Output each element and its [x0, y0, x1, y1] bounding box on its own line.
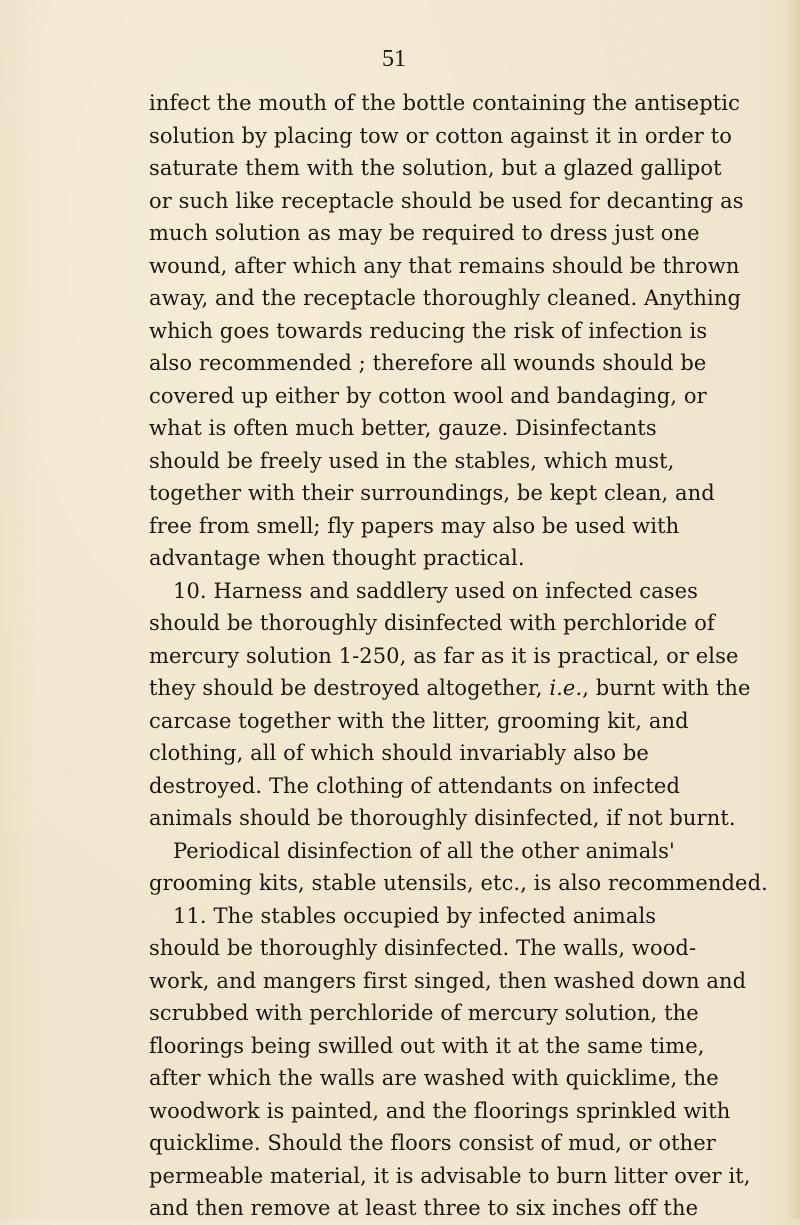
text-line: carcase together with the litter, grooming kit, and [149, 708, 689, 733]
text-line: saturate them with the solution, but a glazed gallipot [149, 156, 722, 180]
text-line: free from smell; fly papers may also be used with [149, 513, 680, 538]
text-line: also recommended ; therefore all wounds should be [149, 351, 707, 375]
text-line: floorings being swilled out with it at the same time, [149, 1033, 705, 1058]
text-line: away, and the receptacle thoroughly cleaned. Anything [149, 286, 742, 310]
text-line: which goes towards reducing the risk of infection is [149, 318, 708, 343]
text-line: should be thoroughly disinfected. The walls, wood- [149, 936, 697, 960]
text-line: should be thoroughly disinfected with perchloride of [149, 611, 715, 635]
text-line: clothing, all of which should invariably also be [149, 741, 649, 765]
text-line: they should be destroyed altogether, i.e., burnt with the [149, 676, 751, 700]
text-line: solution by placing tow or cotton against it in order to [149, 123, 732, 148]
text-line: together with their surroundings, be kept clean, and [149, 481, 715, 505]
text-line: or such like receptacle should be used for decanting as [149, 188, 744, 213]
text-line: woodwork is painted, and the floorings sprinkled with [149, 1098, 731, 1123]
text-line: mercury solution 1-250, as far as it is practical, or else [149, 643, 739, 668]
text-line: after which the walls are washed with quicklime, the [149, 1066, 719, 1090]
text-line: Periodical disinfection of all the other animals' [173, 838, 675, 863]
text-line: permeable material, it is advisable to burn litter over it, [149, 1163, 751, 1188]
text-line: covered up either by cotton wool and bandaging, or [149, 383, 707, 408]
italic-abbreviation: i.e. [549, 676, 583, 700]
page-number: 51 [382, 46, 406, 72]
text-line: 11. The stables occupied by infected animals [173, 903, 657, 928]
text-line: infect the mouth of the bottle containing the antiseptic [149, 91, 740, 115]
text-line: wound, after which any that remains should be thrown [149, 253, 740, 278]
text-line: advantage when thought practical. [149, 546, 525, 570]
text-line: destroyed. The clothing of attendants on infected [149, 773, 681, 798]
text-line: grooming kits, stable utensils, etc., is also recommended. [149, 871, 768, 895]
text-line: much solution as may be required to dress just one [149, 221, 700, 245]
body-text [149, 87, 768, 1225]
text-line: animals should be thoroughly disinfected, if not burnt. [149, 806, 736, 830]
text-line: what is often much better, gauze. Disinfectants [149, 416, 657, 440]
text-line: scrubbed with perchloride of mercury solution, the [149, 1001, 699, 1025]
text-line: quicklime. Should the floors consist of mud, or other [149, 1131, 716, 1155]
text-line: 10. Harness and saddlery used on infected cases [173, 578, 699, 603]
text-line: should be freely used in the stables, which must, [149, 448, 675, 473]
text-line: work, and mangers first singed, then washed down and [149, 968, 747, 993]
text-line: and then remove at least three to six inches off the [149, 1196, 699, 1220]
page-edge-shadow [786, 0, 800, 1219]
